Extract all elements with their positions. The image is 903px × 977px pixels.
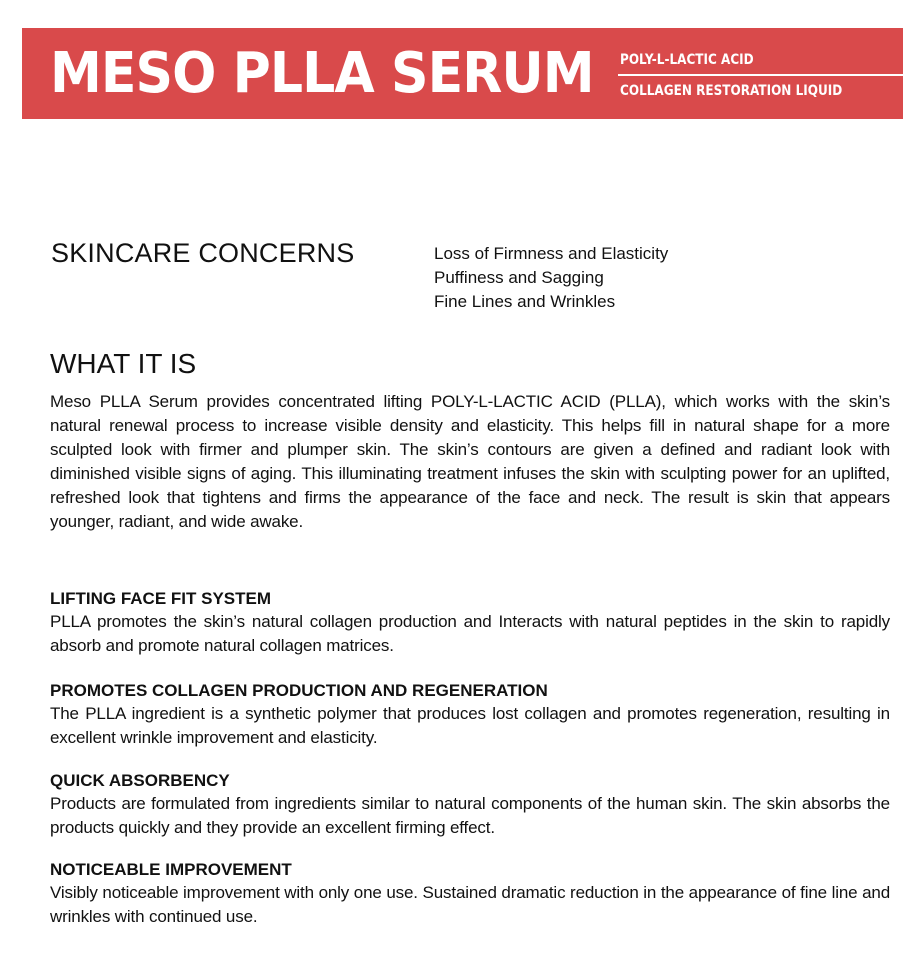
feature-title: QUICK ABSORBENCY [50, 771, 230, 790]
product-subtitle-ingredient: POLY-L-LACTIC ACID [620, 52, 754, 68]
product-subtitle-description: COLLAGEN RESTORATION LIQUID [620, 83, 843, 99]
what-it-is-description: Meso PLLA Serum provides concentrated lifting POLY-L-LACTIC ACID (PLLA), which works with the skin’s natural renewal process to increase visible density and elasticity. This helps fill in natural shape for a more sculpted look with firmer and plumper skin. The skin’s contours are given a defined and radiant look with diminished visible signs of aging. This illuminating treatment infuses the skin with sculpting power for an uplifted, refreshed look that tightens and firms the appearance of the face and neck. The result is skin that appears younger, radiant, and wide awake. [50, 392, 890, 531]
feature-lifting-face-fit [50, 588, 890, 658]
feature-description: PLLA promotes the skin’s natural collagen production and Interacts with natural peptides in the skin to rapidly absorb and promote natural collagen matrices. [50, 612, 890, 655]
feature-quick-absorbency [50, 770, 890, 840]
concern-item: Fine Lines and Wrinkles [434, 292, 616, 311]
what-it-is-heading: WHAT IT IS [50, 348, 197, 379]
product-title: MESO PLLA SERUM [50, 41, 594, 106]
feature-title: PROMOTES COLLAGEN PRODUCTION AND REGENERATION [50, 681, 548, 700]
feature-title: LIFTING FACE FIT SYSTEM [50, 589, 271, 608]
skincare-concerns-heading: SKINCARE CONCERNS [51, 238, 355, 268]
feature-description: Products are formulated from ingredients similar to natural components of the human skin. The skin absorbs the products quickly and they provide an excellent firming effect. [50, 794, 890, 837]
feature-title: NOTICEABLE IMPROVEMENT [50, 860, 292, 879]
feature-description: Visibly noticeable improvement with only one use. Sustained dramatic reduction in the appearance of fine line and wrinkles with continued use. [50, 883, 890, 926]
concern-item: Loss of Firmness and Elasticity [434, 244, 669, 263]
concern-item: Puffiness and Sagging [434, 268, 604, 287]
feature-noticeable-improvement [50, 859, 890, 929]
banner-divider [618, 74, 903, 76]
skincare-concerns-list [434, 242, 668, 314]
product-banner [22, 28, 903, 119]
feature-collagen-production [50, 680, 890, 750]
feature-description: The PLLA ingredient is a synthetic polymer that produces lost collagen and promotes regeneration, resulting in excellent wrinkle improvement and elasticity. [50, 704, 890, 747]
